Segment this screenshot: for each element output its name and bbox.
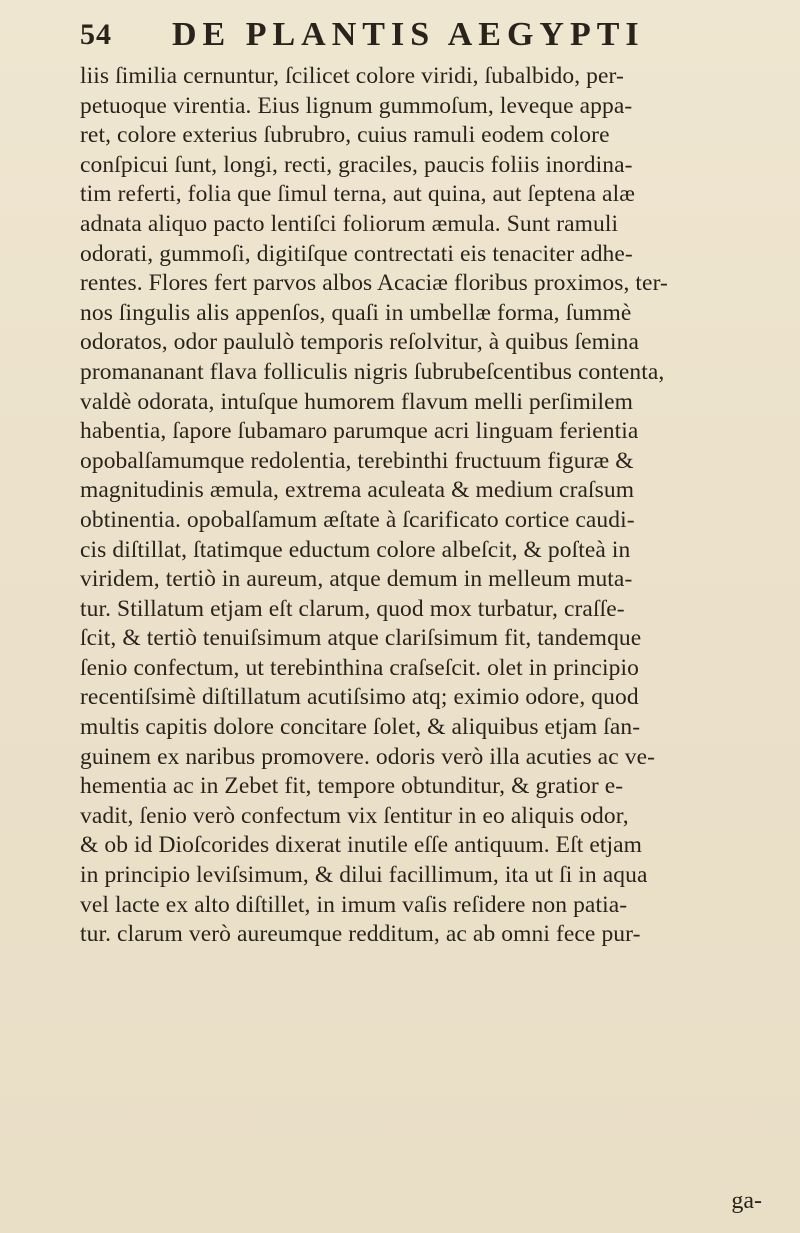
text-line: tur. clarum verò aureumque redditum, ac ab omni fece pur- <box>80 921 641 948</box>
text-line: adnata aliquo pacto lentiſci foliorum æmula. Sunt ramuli <box>80 210 619 237</box>
text-line: viridem, tertiò in aureum, atque demum in melleum muta- <box>80 566 633 593</box>
text-line: odoratos, odor paululò temporis reſolvitur, à quibus ſemina <box>80 329 640 356</box>
text-line: conſpicui ſunt, longi, recti, graciles, paucis foliis inordina- <box>80 151 633 178</box>
text-line: ret, colore exterius ſubrubro, cuius ramuli eodem colore <box>80 122 610 149</box>
text-line: valdè odorata, intuſque humorem flavum melli perſimilem <box>80 388 634 415</box>
text-line: tur. Stillatum etjam eſt clarum, quod mox turbatur, craſſe- <box>80 595 625 622</box>
text-line: guinem ex naribus promovere. odoris verò illa acuties ac ve- <box>80 743 656 770</box>
text-line: rentes. Flores fert parvos albos Acaciæ floribus proximos, ter- <box>80 270 668 297</box>
text-line: multis capitis dolore concitare ſolet, & aliquibus etjam ſan- <box>80 714 641 741</box>
text-line: ſenio confectum, ut terebinthina craſseſcit. olet in principio <box>80 654 639 681</box>
catchword: ga- <box>731 1188 762 1214</box>
text-line: petuoque virentia. Eius lignum gummoſum, leveque appa- <box>80 92 633 119</box>
text-line: & ob id Dioſcorides dixerat inutile eſſe antiquum. Eſt etjam <box>80 832 643 859</box>
text-line: cis diſtillat, ſtatimque eductum colore albeſcit, & poſteà in <box>80 536 631 563</box>
running-title: DE PLANTIS AEGYPTI <box>172 16 645 53</box>
text-line: hementia ac in Zebet fit, tempore obtunditur, & gratior e- <box>80 773 624 800</box>
page-number: 54 <box>80 18 112 51</box>
text-line: magnitudinis æmula, extrema aculeata & medium craſsum <box>80 477 635 504</box>
text-line: nos ſingulis alis appenſos, quaſi in umbellæ forma, ſummè <box>80 299 632 326</box>
text-line: habentia, ſapore ſubamaro parumque acri linguam ferientia <box>80 418 639 445</box>
text-line: liis ſimilia cernuntur, ſcilicet colore viridi, ſubalbido, per- <box>80 63 624 89</box>
text-line: vadit, ſenio verò confectum vix ſentitur in eo aliquis odor, <box>80 802 629 829</box>
text-line: in principio leviſsimum, & dilui facillimum, ita ut ſi in aqua <box>80 862 648 889</box>
text-line: tim referti, folia que ſimul terna, aut quina, aut ſeptena alæ <box>80 181 635 208</box>
running-head <box>80 14 720 60</box>
text-line: vel lacte ex alto diſtillet, in imum vaſis reſidere non patia- <box>80 891 628 918</box>
text-line: promananant flava folliculis nigris ſubrubeſcentibus contenta, <box>80 358 665 385</box>
text-line: ſcit, & tertiò tenuiſsimum atque clariſsimum fit, tandemque <box>80 625 642 652</box>
text-line: odorati, gummoſi, digitiſque contrectati eis tenaciter adhe- <box>80 240 633 267</box>
text-line: opobalſamumque redolentia, terebinthi fructuum figuræ & <box>80 447 634 474</box>
text-line: recentiſsimè diſtillatum acutiſsimo atq; eximio odore, quod <box>80 684 639 711</box>
body-text <box>80 62 770 950</box>
text-line: obtinentia. opobalſamum æſtate à ſcarificato cortice caudi- <box>80 506 635 533</box>
